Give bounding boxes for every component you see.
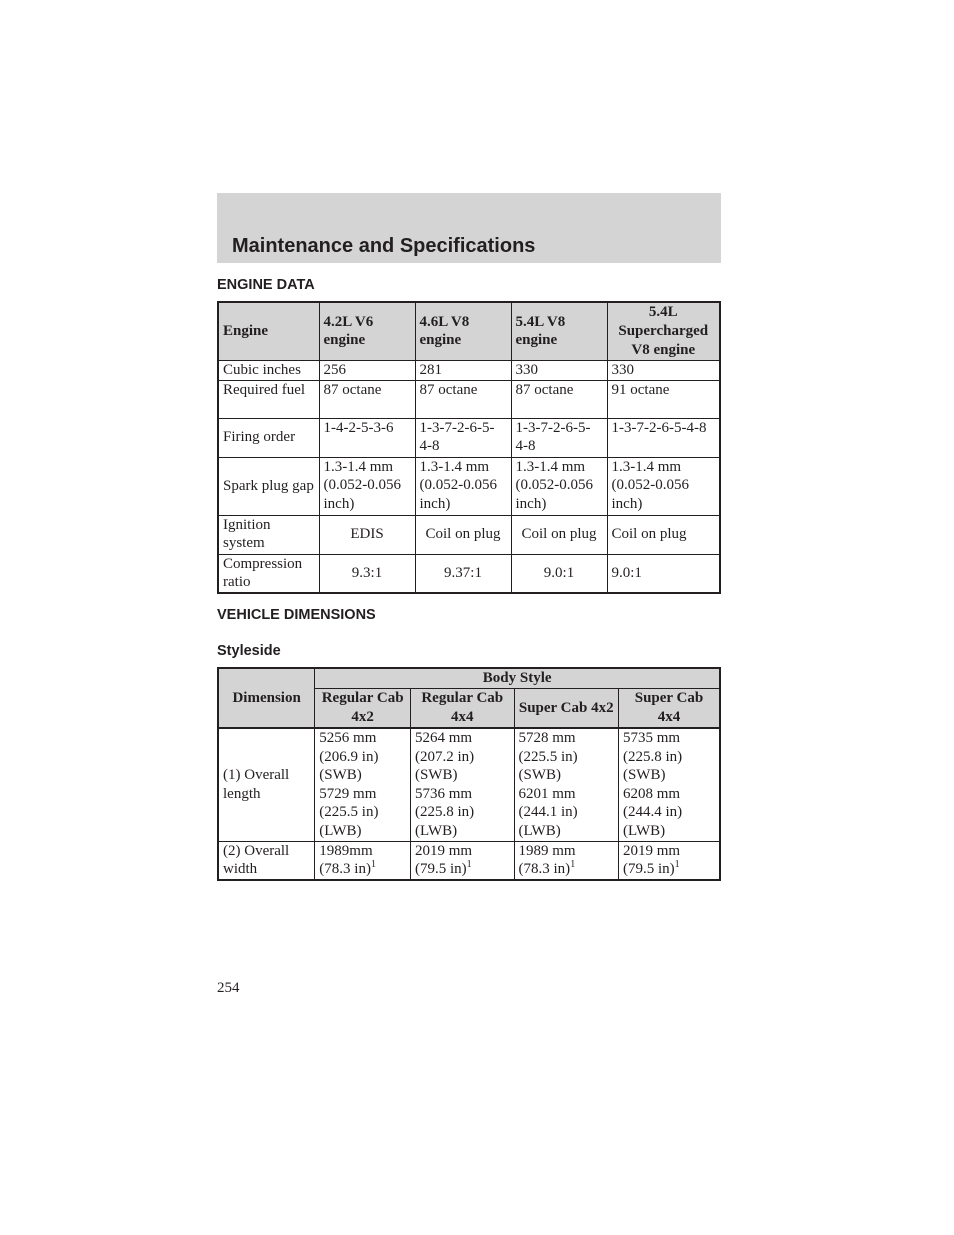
table-cell: 1.3-1.4 mm (0.052-0.056 inch)	[607, 457, 720, 515]
cell-line: (225.5 in)	[518, 748, 578, 765]
cell-line: 5264 mm	[414, 730, 473, 747]
column-header-4.2l-v6: 4.2L V6 engine	[319, 302, 415, 360]
table-row	[218, 457, 720, 515]
cell-line: (225.8 in)	[622, 748, 683, 765]
row-label: Cubic inches	[218, 360, 319, 380]
cell-line: (206.9 in)	[319, 748, 379, 765]
cell-line: (244.4 in)	[622, 804, 683, 821]
row-label: Required fuel	[218, 380, 319, 418]
table-cell: 9.3:1	[319, 554, 415, 593]
cell-line: (79.5 in)	[414, 861, 467, 878]
table-cell: Coil on plug	[607, 515, 720, 554]
table-cell	[410, 728, 514, 841]
engine-data-heading: ENGINE DATA	[217, 277, 315, 293]
table-cell: 9.37:1	[415, 554, 511, 593]
table-row	[218, 418, 720, 457]
cell-line: (SWB)	[622, 767, 666, 784]
table-cell	[410, 841, 514, 880]
footnote-marker: 1	[466, 859, 472, 871]
table-cell: 87 octane	[319, 380, 415, 418]
cell-line: 6208 mm	[622, 785, 681, 802]
engine-header-row	[218, 302, 720, 360]
column-header-body-style: Body Style	[315, 668, 720, 688]
table-cell: 281	[415, 360, 511, 380]
row-label: Firing order	[218, 418, 319, 457]
dimensions-group-header-row	[218, 668, 720, 688]
table-cell: 87 octane	[415, 380, 511, 418]
cell-line: 1989mm	[319, 842, 373, 859]
table-row	[218, 841, 720, 880]
footnote-marker: 1	[370, 859, 376, 871]
cell-line: 6201 mm	[518, 785, 576, 802]
cell-line: (244.1 in)	[518, 804, 578, 821]
vehicle-dimensions-table	[217, 667, 721, 881]
cell-line: (SWB)	[414, 767, 458, 784]
column-header-super-cab-4x2: Super Cab 4x2	[514, 688, 618, 728]
cell-line: (SWB)	[319, 767, 362, 784]
cell-line: 5735 mm	[622, 730, 681, 747]
cell-line: 5729 mm	[319, 785, 377, 802]
column-header-dimension: Dimension	[218, 668, 315, 728]
table-cell	[315, 841, 411, 880]
table-cell	[315, 728, 411, 841]
engine-data-table	[217, 301, 721, 594]
table-cell	[618, 841, 720, 880]
cell-line: (207.2 in)	[414, 748, 475, 765]
column-header-regular-cab-4x2: Regular Cab 4x2	[315, 688, 411, 728]
cell-line: 5736 mm	[414, 785, 473, 802]
table-row	[218, 515, 720, 554]
table-cell: 87 octane	[511, 380, 607, 418]
cell-line: (LWB)	[518, 823, 561, 840]
table-cell: Coil on plug	[415, 515, 511, 554]
row-label: Compression ratio	[218, 554, 319, 593]
cell-line: (79.5 in)	[622, 861, 675, 878]
cell-line: (LWB)	[319, 823, 362, 840]
vehicle-dimensions-heading: VEHICLE DIMENSIONS	[217, 607, 376, 623]
table-row	[218, 554, 720, 593]
row-label: (2) Overall width	[218, 841, 315, 880]
cell-line: (LWB)	[622, 823, 666, 840]
table-row	[218, 360, 720, 380]
table-cell: 330	[511, 360, 607, 380]
cell-line: (SWB)	[518, 767, 562, 784]
table-cell	[514, 841, 618, 880]
row-label: Ignition system	[218, 515, 319, 554]
table-cell: 330	[607, 360, 720, 380]
footnote-marker: 1	[674, 859, 680, 871]
cell-line: 2019 mm	[622, 842, 681, 859]
table-row	[218, 728, 720, 841]
column-header-super-cab-4x4: Super Cab 4x4	[618, 688, 720, 728]
table-cell: 91 octane	[607, 380, 720, 418]
column-header-4.6l-v8: 4.6L V8 engine	[415, 302, 511, 360]
column-header-5.4l-v8: 5.4L V8 engine	[511, 302, 607, 360]
cell-line: 5256 mm	[319, 730, 377, 747]
cell-line: (225.8 in)	[414, 804, 475, 821]
cell-line: (78.3 in)	[319, 861, 371, 878]
table-cell: 256	[319, 360, 415, 380]
row-label: (1) Overall length	[218, 728, 315, 841]
table-cell: 1.3-1.4 mm (0.052-0.056 inch)	[319, 457, 415, 515]
column-header-regular-cab-4x4: Regular Cab 4x4	[410, 688, 514, 728]
table-cell: 1-3-7-2-6-5-4-8	[511, 418, 607, 457]
table-cell: 9.0:1	[511, 554, 607, 593]
column-header-5.4l-supercharged: 5.4L Supercharged V8 engine	[607, 302, 720, 360]
table-cell: EDIS	[319, 515, 415, 554]
cell-line: 2019 mm	[414, 842, 473, 859]
table-cell: 1.3-1.4 mm (0.052-0.056 inch)	[415, 457, 511, 515]
styleside-subheading: Styleside	[217, 643, 281, 659]
table-cell: 1-3-7-2-6-5-4-8	[415, 418, 511, 457]
page-number: 254	[217, 980, 240, 996]
table-cell	[514, 728, 618, 841]
table-cell: 1-4-2-5-3-6	[319, 418, 415, 457]
cell-line: (225.5 in)	[319, 804, 379, 821]
cell-line: 5728 mm	[518, 730, 576, 747]
table-cell: 9.0:1	[607, 554, 720, 593]
table-cell: Coil on plug	[511, 515, 607, 554]
table-cell	[618, 728, 720, 841]
column-header-engine: Engine	[218, 302, 319, 360]
section-header-band	[217, 193, 721, 263]
cell-line: (78.3 in)	[518, 861, 571, 878]
cell-line: (LWB)	[414, 823, 458, 840]
footnote-marker: 1	[570, 859, 576, 871]
section-title: Maintenance and Specifications	[232, 235, 536, 257]
table-row	[218, 380, 720, 418]
cell-line: 1989 mm	[518, 842, 576, 859]
row-label: Spark plug gap	[218, 457, 319, 515]
table-cell: 1-3-7-2-6-5-4-8	[607, 418, 720, 457]
table-cell: 1.3-1.4 mm (0.052-0.056 inch)	[511, 457, 607, 515]
